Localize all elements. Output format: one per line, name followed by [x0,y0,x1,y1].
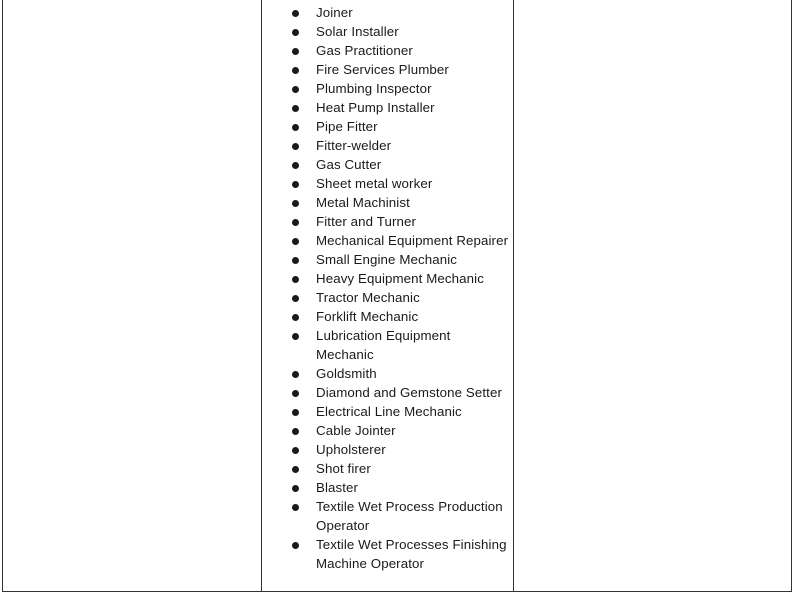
bullet-icon [292,542,299,549]
list-item [262,269,513,288]
trade-label: Small Engine Mechanic [316,252,458,267]
trade-label: Solar Installer [316,24,399,39]
list-item [262,231,513,250]
bullet-icon [292,409,299,416]
trade-label: Shot firer [316,461,371,476]
trades-bullet-list [262,0,513,573]
trade-label: Mechanical Equipment Repairer [316,233,509,248]
trade-label: Joiner [316,5,353,20]
list-item [262,22,513,41]
trade-label: Electrical Line Mechanic [316,404,462,419]
trade-label: Gas Cutter [316,157,382,172]
trade-label: Fitter-welder [316,138,392,153]
list-item [262,3,513,22]
list-item [262,193,513,212]
trade-label: Pipe Fitter [316,119,378,134]
bullet-icon [292,466,299,473]
trade-label: Cable Jointer [316,423,396,438]
bullet-icon [292,447,299,454]
list-item [262,98,513,117]
list-item [262,459,513,478]
right-cell-empty [514,0,792,592]
list-item [262,478,513,497]
bullet-icon [292,219,299,226]
bullet-icon [292,428,299,435]
list-item [262,117,513,136]
trade-label: Plumbing Inspector [316,81,432,96]
list-item [262,250,513,269]
bullet-icon [292,257,299,264]
list-item [262,155,513,174]
trade-label: Goldsmith [316,366,377,381]
trade-label: Textile Wet Process Production Operator [316,499,503,533]
bullet-icon [292,143,299,150]
bullet-icon [292,295,299,302]
list-item [262,307,513,326]
bullet-icon [292,86,299,93]
trade-label: Blaster [316,480,359,495]
list-item [262,383,513,402]
bullet-icon [292,105,299,112]
bullet-icon [292,390,299,397]
trade-label: Sheet metal worker [316,176,433,191]
left-cell-empty [3,0,262,592]
bullet-icon [292,314,299,321]
trade-label: Tractor Mechanic [316,290,420,305]
list-item [262,212,513,231]
list-item [262,79,513,98]
list-item [262,326,513,364]
trade-label: Lubrication Equipment Mechanic [316,328,451,362]
trade-label: Fitter and Turner [316,214,416,229]
list-item [262,364,513,383]
trade-label: Forklift Mechanic [316,309,419,324]
list-item [262,136,513,155]
trade-label: Heavy Equipment Mechanic [316,271,484,286]
trade-label: Diamond and Gemstone Setter [316,385,502,400]
bullet-icon [292,504,299,511]
list-item [262,174,513,193]
trade-label: Gas Practitioner [316,43,413,58]
trade-label: Fire Services Plumber [316,62,449,77]
bullet-icon [292,371,299,378]
trade-label: Textile Wet Processes Finishing Machine Operator [316,537,507,571]
list-item [262,402,513,421]
list-item [262,440,513,459]
trade-label: Metal Machinist [316,195,410,210]
bullet-icon [292,48,299,55]
bullet-icon [292,29,299,36]
list-item [262,288,513,307]
list-item [262,60,513,79]
document-table [2,0,792,592]
list-item [262,535,513,573]
trade-label: Upholsterer [316,442,386,457]
bullet-icon [292,276,299,283]
bullet-icon [292,238,299,245]
bullet-icon [292,200,299,207]
bullet-icon [292,162,299,169]
list-item [262,41,513,60]
table-row [3,0,792,592]
list-item [262,497,513,535]
bullet-icon [292,485,299,492]
bullet-icon [292,10,299,17]
bullet-icon [292,124,299,131]
list-item [262,421,513,440]
trade-label: Heat Pump Installer [316,100,435,115]
trades-cell [262,0,514,592]
bullet-icon [292,181,299,188]
bullet-icon [292,333,299,340]
bullet-icon [292,67,299,74]
